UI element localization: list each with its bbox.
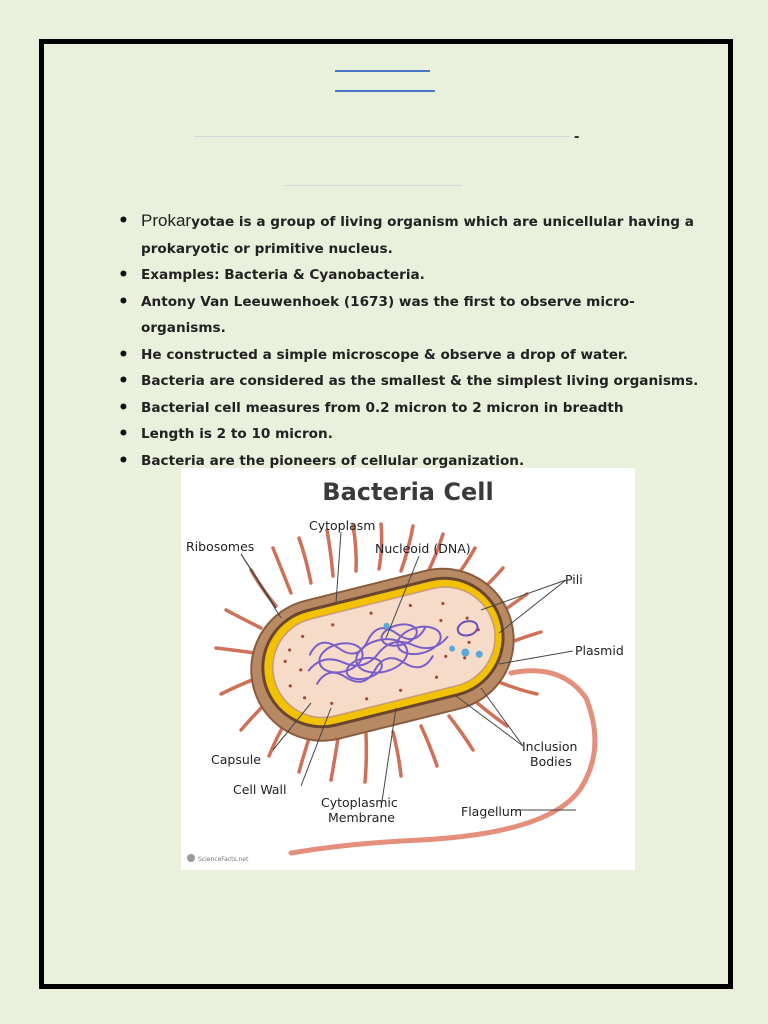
bullet-text: Bacterial cell measures from 0.2 micron to 2 micron in breadth: [141, 399, 624, 416]
list-item: [116, 421, 706, 448]
bullet-text: He constructed a simple microscope & observe a drop of water.: [141, 346, 628, 363]
pilus: [273, 548, 291, 593]
list-item: [116, 262, 706, 289]
bacteria-cell-diagram: [181, 468, 635, 870]
heading-rule-bottom: [335, 90, 435, 92]
label-cytoplasm: Cytoplasm: [309, 518, 376, 533]
pilus: [499, 682, 537, 694]
list-item: [116, 342, 706, 369]
pilus: [216, 648, 255, 653]
label-ribosomes: Ribosomes: [186, 539, 255, 554]
label-plasmid: Plasmid: [575, 643, 624, 658]
label-cell-wall: Cell Wall: [233, 782, 287, 797]
list-item: [116, 368, 706, 395]
label-inclusion-line-1: Inclusion: [522, 739, 578, 754]
list-item: [116, 289, 706, 342]
label-flagellum: Flagellum: [461, 804, 522, 819]
bacteria-cell-figure: [181, 468, 635, 870]
label-pili: Pili: [565, 572, 583, 587]
bullet-text: Examples: Bacteria & Cyanobacteria.: [141, 267, 425, 283]
pilus: [421, 726, 437, 766]
pilus: [449, 716, 473, 750]
list-item: [116, 395, 706, 422]
pilus: [365, 734, 366, 782]
label-inclusion-line-2: Bodies: [530, 754, 572, 769]
bullet-lead-word: Prokar: [141, 211, 192, 230]
subtitle-rule: [194, 136, 570, 137]
source-logo-icon: [187, 854, 195, 862]
heading-rule-top: [335, 70, 430, 72]
bullet-text: yotae is a group of living organism which are unicellular having a prokaryotic or primitive nucleus.: [141, 214, 694, 257]
pilus: [226, 610, 261, 628]
section-rule: [284, 185, 462, 186]
label-cyto-membrane-line-1: Cytoplasmic: [321, 795, 398, 810]
label-capsule: Capsule: [211, 752, 261, 767]
bullet-list: [116, 208, 706, 474]
bullet-text: Bacteria are considered as the smallest & the simplest living organisms.: [141, 373, 699, 389]
label-nucleoid: Nucleoid (DNA): [375, 541, 471, 556]
page-frame: [39, 39, 733, 989]
bullet-text: Antony Van Leeuwenhoek (1673) was the first to observe micro-organisms.: [141, 293, 635, 336]
label-cyto-membrane-line-2: Membrane: [328, 810, 395, 825]
cell-body: [236, 554, 528, 756]
bullet-text: Bacteria are the pioneers of cellular organization.: [141, 452, 525, 469]
subtitle-dash: -: [574, 128, 580, 145]
pilus: [327, 530, 333, 576]
figure-title: Bacteria Cell: [322, 478, 494, 506]
bullet-text: Length is 2 to 10 micron.: [141, 426, 333, 442]
source-logo: [187, 854, 249, 863]
list-item: [116, 208, 706, 262]
source-logo-text: ScienceFacts.net: [198, 856, 249, 863]
pilus: [393, 732, 401, 776]
pilus: [299, 538, 311, 583]
